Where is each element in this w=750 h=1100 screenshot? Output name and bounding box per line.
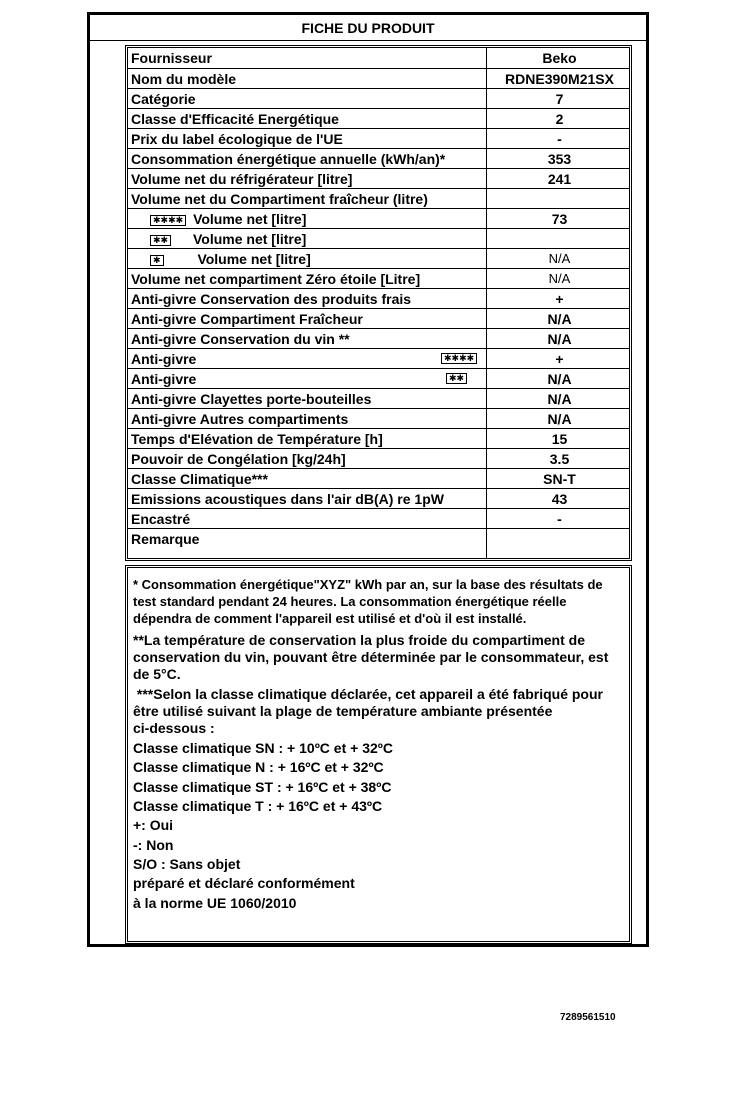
row-value: N/A bbox=[548, 271, 571, 286]
row-value: 7 bbox=[555, 91, 564, 107]
table-row-one-star-volume bbox=[128, 248, 629, 269]
footnote-line: Classe climatique T : + 16ºC et + 43ºC bbox=[133, 798, 383, 814]
footnote-line: être utilisé suivant la plage de température ambiante présentée bbox=[133, 703, 553, 719]
row-label: Pouvoir de Congélation [kg/24h] bbox=[131, 451, 346, 467]
row-value: N/A bbox=[548, 251, 571, 266]
footnote-line: Classe climatique SN : + 10ºC et + 32ºC bbox=[133, 740, 394, 756]
table-row-frost-free-fresh bbox=[128, 288, 629, 309]
row-value: N/A bbox=[547, 311, 572, 327]
table-row-ecolabel bbox=[128, 128, 629, 149]
table-row-supplier bbox=[128, 48, 629, 68]
row-label: Encastré bbox=[131, 511, 191, 527]
table-row-built-in bbox=[128, 508, 629, 529]
row-value: N/A bbox=[547, 331, 572, 347]
footnote-line: de 5°C. bbox=[133, 666, 181, 682]
row-value: - bbox=[557, 131, 562, 147]
footnote-line: conservation du vin, pouvant être déterminée par le consommateur, est bbox=[133, 649, 609, 665]
row-value: 2 bbox=[555, 111, 564, 127]
footnote-line: test standard pendant 24 heures. La consommation énergétique réelle bbox=[133, 594, 567, 609]
row-label: Volume net [litre] bbox=[192, 231, 307, 247]
row-label: Nom du modèle bbox=[131, 71, 237, 87]
row-label: Temps d'Elévation de Température [h] bbox=[131, 431, 383, 447]
row-value: 15 bbox=[551, 431, 568, 447]
row-label: Anti-givre Autres compartiments bbox=[131, 411, 349, 427]
footnote-line: **La température de conservation la plus froide du compartiment de bbox=[133, 632, 585, 648]
row-value: 43 bbox=[551, 491, 568, 507]
row-value: 241 bbox=[547, 171, 572, 187]
row-label-with-stars bbox=[150, 231, 306, 247]
row-value: 3.5 bbox=[549, 451, 570, 467]
row-value: Beko bbox=[542, 50, 577, 66]
table-row-two-star-volume bbox=[128, 228, 629, 249]
footnote-line: Classe climatique ST : + 16ºC et + 38ºC bbox=[133, 779, 392, 795]
table-row-energy-class bbox=[128, 108, 629, 129]
row-label: Volume net du Compartiment fraîcheur (litre) bbox=[131, 191, 428, 207]
row-value: 73 bbox=[551, 211, 568, 227]
footnote-line: préparé et déclaré conformément bbox=[133, 875, 355, 891]
table-row-frost-free-other bbox=[128, 408, 629, 429]
row-value: + bbox=[555, 351, 564, 367]
row-label-with-stars bbox=[150, 211, 306, 227]
footnote-line: +: Oui bbox=[133, 817, 174, 833]
four-star-icon: ✱✱✱✱ bbox=[441, 353, 477, 364]
document-code: 7289561510 bbox=[560, 1012, 616, 1023]
row-label: Classe Climatique*** bbox=[131, 471, 268, 487]
table-row-zero-star-volume bbox=[128, 268, 629, 289]
row-value: - bbox=[557, 511, 562, 527]
row-value: + bbox=[555, 291, 564, 307]
sheet-title: FICHE DU PRODUIT bbox=[301, 20, 435, 36]
one-star-icon: ✱ bbox=[150, 255, 164, 266]
row-label: Anti-givre bbox=[131, 371, 197, 387]
table-row-category bbox=[128, 88, 629, 109]
row-label: Volume net [litre] bbox=[193, 211, 307, 227]
row-label: Anti-givre Compartiment Fraîcheur bbox=[131, 311, 363, 327]
footnote-line: à la norme UE 1060/2010 bbox=[133, 895, 297, 911]
row-value: N/A bbox=[547, 411, 572, 427]
row-label: Prix du label écologique de l'UE bbox=[131, 131, 343, 147]
footnote-line: * Consommation énergétique"XYZ" kWh par an, sur la base des résultats de bbox=[133, 577, 603, 592]
row-label: Fournisseur bbox=[131, 50, 212, 66]
table-row-temperature-rise-time bbox=[128, 428, 629, 449]
row-label: Catégorie bbox=[131, 91, 196, 107]
row-label: Anti-givre bbox=[131, 351, 197, 367]
row-value: N/A bbox=[547, 391, 572, 407]
table-row-remark bbox=[128, 528, 629, 559]
table-row-model bbox=[128, 68, 629, 89]
footnotes-box bbox=[125, 565, 632, 944]
footnote-line: ***Selon la classe climatique déclarée, cet appareil a été fabriqué pour bbox=[133, 686, 603, 702]
row-label: Anti-givre Conservation du vin ** bbox=[131, 331, 350, 347]
table-row-annual-consumption bbox=[128, 148, 629, 169]
footnote-line: ci-dessous : bbox=[133, 720, 215, 736]
row-label-with-stars bbox=[150, 251, 311, 267]
row-label: Volume net [litre] bbox=[197, 251, 311, 267]
table-row-four-star-volume bbox=[128, 208, 629, 229]
row-label: Classe d'Efficacité Energétique bbox=[131, 111, 339, 127]
row-label: Anti-givre Clayettes porte-bouteilles bbox=[131, 391, 372, 407]
row-label: Anti-givre Conservation des produits frais bbox=[131, 291, 412, 307]
row-value: RDNE390M21SX bbox=[505, 71, 614, 87]
two-star-icon: ✱✱ bbox=[150, 235, 171, 246]
footnote-line: -: Non bbox=[133, 837, 174, 853]
two-star-icon: ✱✱ bbox=[446, 373, 467, 384]
footnote-line: dépendra de comment l'appareil est utilisé et d'où il est installé. bbox=[133, 611, 527, 626]
row-label: Volume net du réfrigérateur [litre] bbox=[131, 171, 353, 187]
four-star-icon: ✱✱✱✱ bbox=[150, 215, 186, 226]
footnote-line: Classe climatique N : + 16ºC et + 32ºC bbox=[133, 759, 384, 775]
table-row-freezing-capacity bbox=[128, 448, 629, 469]
row-label: Remarque bbox=[131, 531, 200, 547]
table-row-noise-emissions bbox=[128, 488, 629, 509]
table-row-frost-free-two-star bbox=[128, 368, 629, 389]
title-divider bbox=[90, 40, 646, 41]
table-row-frost-free-wine bbox=[128, 328, 629, 349]
row-value: N/A bbox=[547, 371, 572, 387]
row-label: Emissions acoustiques dans l'air dB(A) re 1pW bbox=[131, 491, 444, 507]
table-row-frost-free-bottle-shelves bbox=[128, 388, 629, 409]
product-sheet bbox=[87, 12, 649, 947]
table-row-frost-free-chill bbox=[128, 308, 629, 329]
footnote-line: S/O : Sans objet bbox=[133, 856, 241, 872]
table-row-fridge-volume bbox=[128, 168, 629, 189]
row-value: SN-T bbox=[543, 471, 576, 487]
table-row-fresh-compartment-volume bbox=[128, 188, 629, 209]
product-table bbox=[125, 45, 632, 561]
row-label: Volume net compartiment Zéro étoile [Litre] bbox=[131, 271, 421, 287]
row-value: 353 bbox=[547, 151, 572, 167]
table-row-climate-class bbox=[128, 468, 629, 489]
table-row-frost-free-four-star bbox=[128, 348, 629, 369]
row-label: Consommation énergétique annuelle (kWh/an)* bbox=[131, 151, 446, 167]
